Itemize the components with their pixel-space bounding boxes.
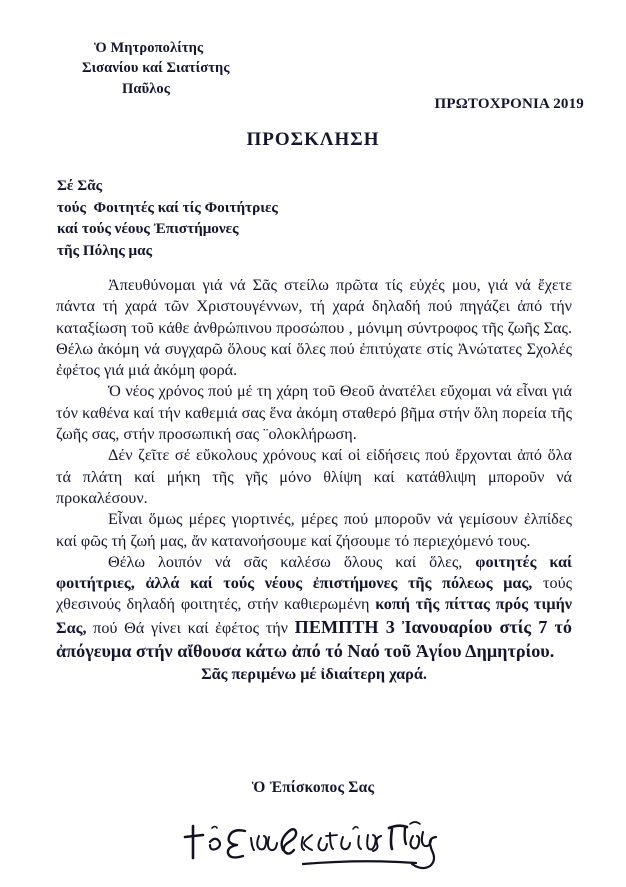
letterhead-line-title: Ὁ Μητροπολίτης <box>94 40 204 56</box>
letterhead <box>82 38 230 99</box>
salutation-line-4: τῆς Πόλης μας <box>57 241 153 259</box>
event-datetime-location: ΠΕΜΠΤΗ 3 Ἰανουαρίου στίς 7 τό ἀπόγευμα στήν αἴθουσα κάτω ἀπό τό Ναό τοῦ Ἁγίου Δημητρίου. <box>56 616 572 661</box>
handwritten-signature <box>0 806 626 878</box>
salutation-line-3: καί τούς νέους Ἐπιστήμονες <box>57 220 239 238</box>
letterhead-line-name: Παῦλος <box>122 80 170 97</box>
body-paragraph-4: Εἶναι ὅμως μέρες γιορτινές, μέρες πού μποροῦν νά γεμίσουν ἐλπίδες καί φῶς τή ζωή μας, ἄν κατανοήσουμε καί ζήσουμε τό περιεχόμενό τους. <box>56 510 572 550</box>
invitation-text-lead: Θέλω λοιπόν νά σᾶς καλέσω ὅλους καί ὅλες, <box>108 552 476 571</box>
invitation-text-mid: τούς χθεσινούς δηλαδή φοιτητές, στήν καθιερωμένη <box>56 574 572 614</box>
invitation-text-tail: πού Θά γίνει καί ἐφέτος τήν <box>86 618 295 637</box>
page-title: ΠΡΟΣΚΛΗΣΗ <box>246 129 380 150</box>
occasion-heading: ΠΡΩΤΟΧΡΟΝΙΑ 2019 <box>434 96 584 112</box>
body-paragraph-5 <box>56 552 572 685</box>
salutation-line-2: τούς Φοιτητές καί τίς Φοιτήτριες <box>57 198 278 216</box>
body-paragraph-1: Ἀπευθύνομαι γιά νά Σᾶς στείλω πρῶτα τίς εὐχές μου, γιά νά ἔχετε πάντα τή χαρά τῶν Χριστουγέννων, τή χαρά δηλαδή πού πηγάζει ἀπό τήν καταξίωση τοῦ κάθε ἀνθρώπινου προσώπου , μόνιμη σύντροφος τῆς ζωῆς Σας. Θέλω ἀκόμη νά συγχαρῶ ὅλους καί ὅλες πού ἐπιτύχατε στίς Ἀνώτατες Σχολές ἐφέτος γιά μιά ἀκόμη φορά. <box>56 276 572 380</box>
letter-body <box>56 275 572 685</box>
body-paragraph-2: Ὁ νέος χρόνος πού μέ τη χάρη τοῦ Θεοῦ ἀνατέλει εὔχομαι νά εἶναι γιά τόν καθένα καί τήν καθεμιά σας ἕνα ἀκόμη σταθερό βῆμα στήν ὅλη πορεία τῆς ζωῆς σας, στήν προσωπική σας ¨ολοκλήρωση. <box>56 382 572 444</box>
letterhead-line-see: Σισανίου καί Σιατίστης <box>82 60 230 77</box>
invitation-students-emphasis: φοιτητές καί φοιτήτριες, ἀλλά καί τούς νέους ἐπιστήμονες τῆς πόλεως μας, <box>56 552 572 593</box>
body-paragraph-3: Δέν ζεῖτε σέ εὔκολους χρόνους καί οἱ εἰδήσεις πού ἔρχονται ἀπό ὅλα τά πλάτη καί μήκη τῆς γῆς μόνο θλίψη καί κατάθλιψη μποροῦν νά προκαλέσουν. <box>56 446 572 507</box>
salutation-line-1: Σέ Σᾶς <box>57 177 103 194</box>
closing-line: Σᾶς περιμένω μέ ἰδιαίτερη χαρά. <box>201 664 427 683</box>
signature-title: Ὁ Ἐπίσκοπος Σας <box>251 779 375 796</box>
invitation-event-emphasis: κοπή τῆς πίττας πρός τιμήν Σας, <box>56 595 572 637</box>
signature-icon <box>183 806 443 878</box>
salutation-block <box>57 175 278 261</box>
